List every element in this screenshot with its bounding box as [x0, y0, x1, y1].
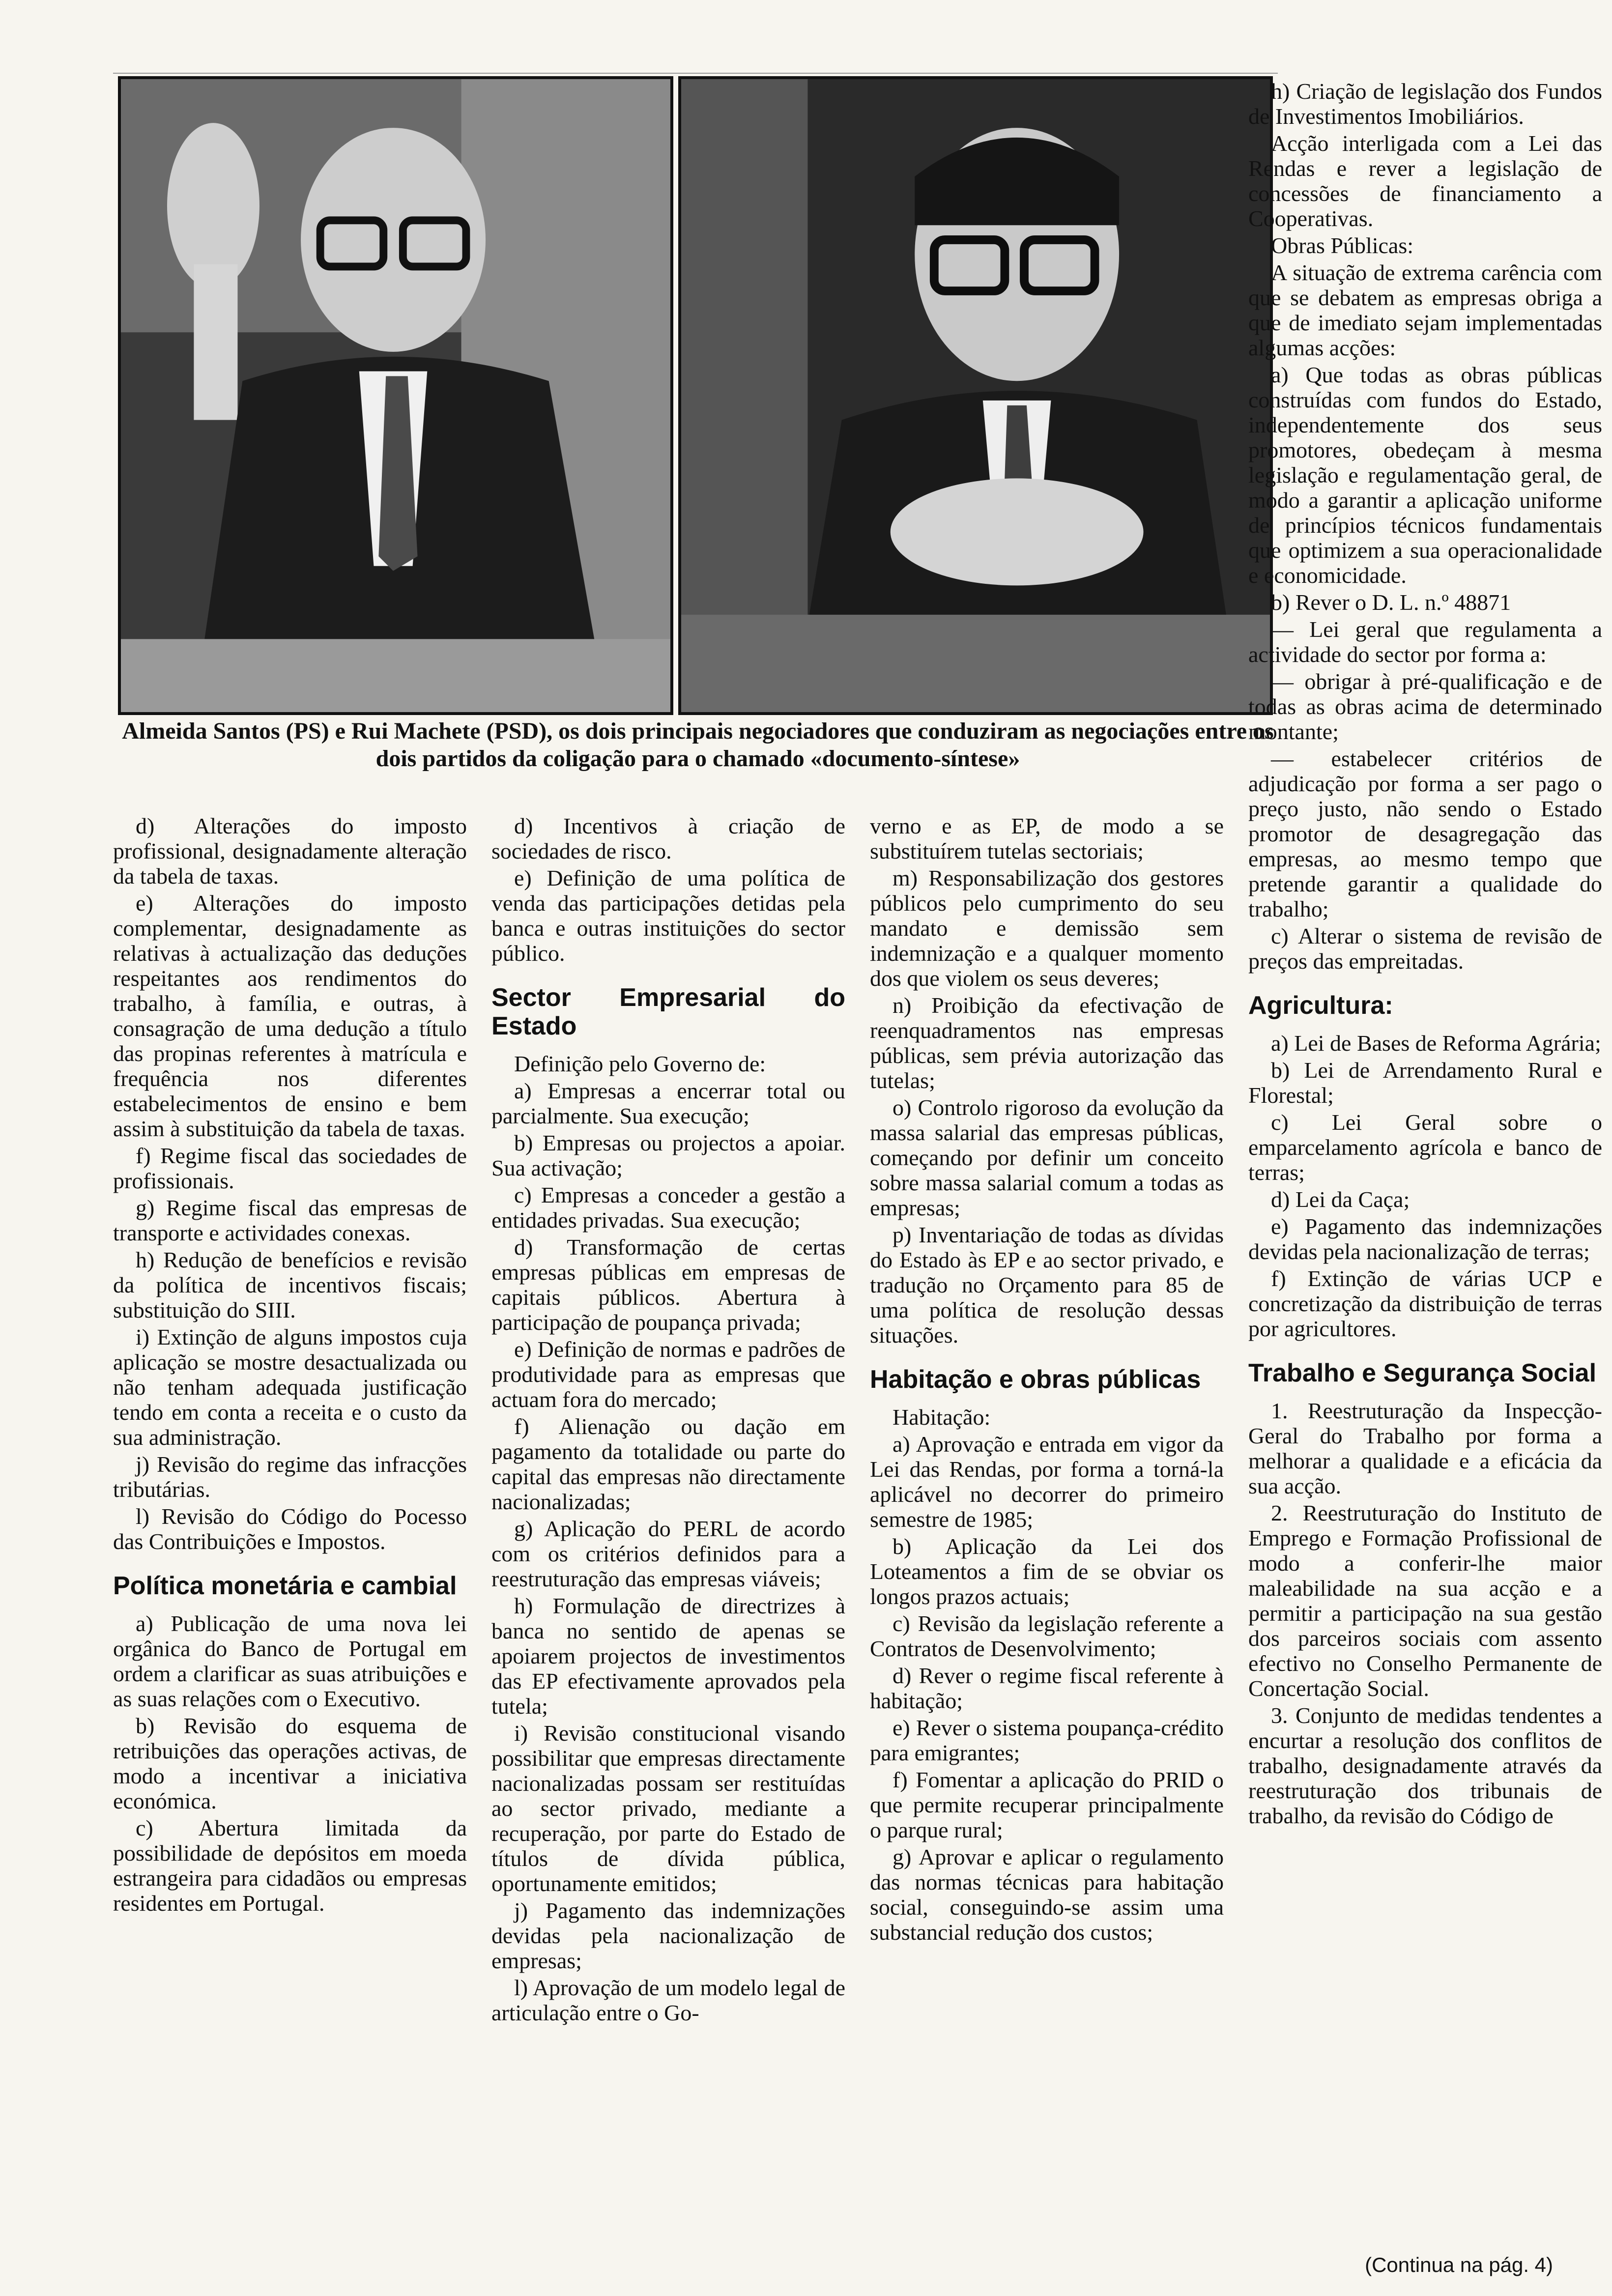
paragraph: d) Alterações do imposto profissional, designadamente alteração da tabela de taxas.: [113, 813, 467, 889]
paragraph: h) Redução de benefícios e revisão da política de incentivos fiscais; substituição do SIII.: [113, 1247, 467, 1322]
paragraph: d) Incentivos à criação de sociedades de risco.: [491, 813, 845, 863]
paragraph: verno e as EP, de modo a se substituírem tutelas sectoriais;: [870, 813, 1224, 863]
paragraph: d) Rever o regime fiscal referente à habitação;: [870, 1663, 1224, 1713]
paragraph: a) Aprovação e entrada em vigor da Lei das Rendas, por forma a torná-la aplicável no decorrer do primeiro semestre de 1985;: [870, 1432, 1224, 1532]
paragraph: p) Inventariação de todas as dívidas do Estado às EP e ao sector privado, e tradução no Orçamento para 85 de uma política de resolução dessas situações.: [870, 1222, 1224, 1348]
paragraph: f) Fomentar a aplicação do PRID o que permite recuperar principalmente o parque rural;: [870, 1767, 1224, 1842]
paragraph: 3. Conjunto de medidas tendentes a encurtar a resolução dos conflitos de trabalho, designadamente através da reestruturação dos tribunais de trabalho, da revisão do Código de: [1248, 1703, 1602, 1828]
paragraph: i) Extinção de alguns impostos cuja aplicação se mostre desactualizada ou não tenham adequada justificação tendo em conta a receita e o custo da sua administração.: [113, 1324, 467, 1450]
paragraph: d) Transformação de certas empresas públicas em empresas de capitais públicos. Abertura à participação de poupança privada;: [491, 1234, 845, 1335]
paragraph: c) Empresas a conceder a gestão a entidades privadas. Sua execução;: [491, 1182, 845, 1233]
paragraph: b) Lei de Arrendamento Rural e Florestal;: [1248, 1058, 1602, 1108]
paragraph: a) Lei de Bases de Reforma Agrária;: [1271, 1031, 1601, 1056]
paragraph: — Lei geral que regulamenta a actividade do sector por forma a:: [1248, 617, 1602, 667]
paragraph: i) Revisão constitucional visando possibilitar que empresas directamente nacionalizadas possam ser restituídas ao sector privado, mediante a recuperação, por parte do Estado de títulos de dívida pública, oportunamente emitidos;: [491, 1721, 845, 1896]
portrait-image: [121, 79, 670, 712]
paragraph: c) Revisão da legislação referente a Contratos de Desenvolvimento;: [870, 1611, 1224, 1661]
column-2: [491, 813, 845, 2027]
paragraph: h) Formulação de directrizes à banca no sentido de apenas se apoiarem projectos de investimentos das EP efectivamente aprovados pela tutela;: [491, 1593, 845, 1719]
paragraph: e) Definição de normas e padrões de produtividade para as empresas que actuam fora do mercado;: [491, 1337, 845, 1412]
photo-almeida-santos: [118, 76, 673, 715]
paragraph: e) Rever o sistema poupança-crédito para emigrantes;: [870, 1715, 1224, 1765]
section-heading: Sector Empresarial do Estado: [491, 983, 845, 1040]
paragraph: b) Aplicação da Lei dos Loteamentos a fim de se obviar os longos prazos actuais;: [870, 1534, 1224, 1609]
paragraph: g) Regime fiscal das empresas de transporte e actividades conexas.: [113, 1195, 467, 1245]
paragraph: c) Lei Geral sobre o emparcelamento agrícola e banco de terras;: [1248, 1110, 1602, 1185]
paragraph: f) Alienação ou dação em pagamento da totalidade ou parte do capital das empresas não directamente nacionalizadas;: [491, 1414, 845, 1514]
paragraph: Acção interligada com a Lei das Rendas e rever a legislação de concessões de financiamento a Cooperativas.: [1248, 131, 1602, 231]
paragraph: 1. Reestruturação da Inspecção-Geral do Trabalho por forma a melhorar a qualidade e a eficácia da sua acção.: [1248, 1398, 1602, 1498]
paragraph: Habitação:: [892, 1405, 991, 1430]
paragraph: a) Publicação de uma nova lei orgânica do Banco de Portugal em ordem a clarificar as suas atribuições e as suas relações com o Executivo.: [113, 1611, 467, 1711]
paragraph: o) Controlo rigoroso da evolução da massa salarial das empresas públicas, começando por definir um conceito sobre massa salarial comum a todas as empresas;: [870, 1095, 1224, 1220]
portrait-image: [681, 79, 1270, 712]
paragraph: g) Aprovar e aplicar o regulamento das normas técnicas para habitação social, conseguindo-se assim uma substancial redução dos custos;: [870, 1844, 1224, 1945]
continuation-note: (Continua na pág. 4): [1365, 2253, 1553, 2276]
paragraph: Obras Públicas:: [1271, 233, 1414, 258]
paragraph: e) Alterações do imposto complementar, designadamente as relativas à actualização das deduções respeitantes aos rendimentos do trabalho, à família, e outras, à consagração de uma dedução a título das propinas referentes à matrícula e frequência nos diferentes estabelecimentos de ensino e bem assim à substituição da tabela de taxas.: [113, 890, 467, 1141]
paragraph: b) Empresas ou projectos a apoiar. Sua activação;: [491, 1130, 845, 1180]
paragraph: — estabelecer critérios de adjudicação por forma a ser pago o preço justo, não sendo o Estado promotor de desagregação das empresas, ao mesmo tempo que pretende garantir a qualidade do trabalho;: [1248, 746, 1602, 921]
paragraph: 2. Reestruturação do Instituto de Emprego e Formação Profissional de modo a conferir-lhe maior maleabilidade na sua acção e a permitir a participação na sua gestão dos parceiros sociais com assento efectivo no Conselho Permanente de Concertação Social.: [1248, 1500, 1602, 1701]
paragraph: b) Revisão do esquema de retribuições das operações activas, de modo a incentivar a iniciativa económica.: [113, 1713, 467, 1813]
paragraph: m) Responsabilização dos gestores públicos pelo cumprimento do seu mandato e demissão sem indemnização e a qualquer momento dos que violem os seus deveres;: [870, 865, 1224, 991]
paragraph: — obrigar à pré-qualificação e de todas as obras acima de determinado montante;: [1248, 669, 1602, 744]
paragraph: c) Abertura limitada da possibilidade de depósitos em moeda estrangeira para cidadãos ou empresas residentes em Portugal.: [113, 1815, 467, 1916]
section-heading: Política monetária e cambial: [113, 1572, 457, 1600]
paragraph: l) Revisão do Código do Pocesso das Contribuições e Impostos.: [113, 1504, 467, 1554]
paragraph: a) Empresas a encerrar total ou parcialmente. Sua execução;: [491, 1078, 845, 1128]
paragraph: f) Regime fiscal das sociedades de profissionais.: [113, 1143, 467, 1193]
section-heading: Agricultura:: [1248, 991, 1393, 1020]
paragraph: n) Proibição da efectivação de reenquadramentos nas empresas públicas, sem prévia autorização das tutelas;: [870, 993, 1224, 1093]
paragraph: e) Pagamento das indemnizações devidas pela nacionalização de terras;: [1248, 1214, 1602, 1264]
top-rule: [113, 73, 1278, 74]
paragraph: l) Aprovação de um modelo legal de articulação entre o Go-: [491, 1975, 845, 2025]
column-3: [870, 813, 1224, 1947]
photo-rui-machete: [678, 76, 1273, 715]
paragraph: j) Pagamento das indemnizações devidas pela nacionalização de empresas;: [491, 1898, 845, 1973]
paragraph: h) Criação de legislação dos Fundos de Investimentos Imobiliários.: [1248, 79, 1602, 129]
paragraph: b) Rever o D. L. n.º 48871: [1271, 590, 1511, 615]
paragraph: f) Extinção de várias UCP e concretização da distribuição de terras por agricultores.: [1248, 1266, 1602, 1341]
paragraph: Definição pelo Governo de:: [514, 1051, 766, 1076]
column-1: [113, 813, 467, 1918]
photo-caption: Almeida Santos (PS) e Rui Machete (PSD), os dois principais negociadores que conduziram as negociações entre os dois partidos da coligação para o chamado «documento-síntese»: [122, 718, 1274, 772]
paragraph: A situação de extrema carência com que se debatem as empresas obriga a que de imediato sejam implementadas algumas acções:: [1248, 260, 1602, 360]
paragraph: c) Alterar o sistema de revisão de preços das empreitadas.: [1248, 923, 1602, 974]
section-heading: Trabalho e Segurança Social: [1248, 1359, 1597, 1387]
paragraph: e) Definição de uma política de venda das participações detidas pela banca e outras instituições do sector público.: [491, 865, 845, 966]
section-heading: Habitação e obras públicas: [870, 1365, 1201, 1394]
column-4: [1248, 79, 1602, 1830]
paragraph: d) Lei da Caça;: [1271, 1187, 1410, 1212]
paragraph: g) Aplicação do PERL de acordo com os critérios definidos para a reestruturação das empresas viáveis;: [491, 1516, 845, 1591]
paragraph: j) Revisão do regime das infracções tributárias.: [113, 1452, 467, 1502]
paragraph: a) Que todas as obras públicas construídas com fundos do Estado, independentemente dos seus promotores, obedeçam à mesma legislação e regulamentação geral, de modo a garantir a aplicação uniforme de princípios técnicos fundamentais que optimizem a sua operacionalidade e economicidade.: [1248, 362, 1602, 588]
